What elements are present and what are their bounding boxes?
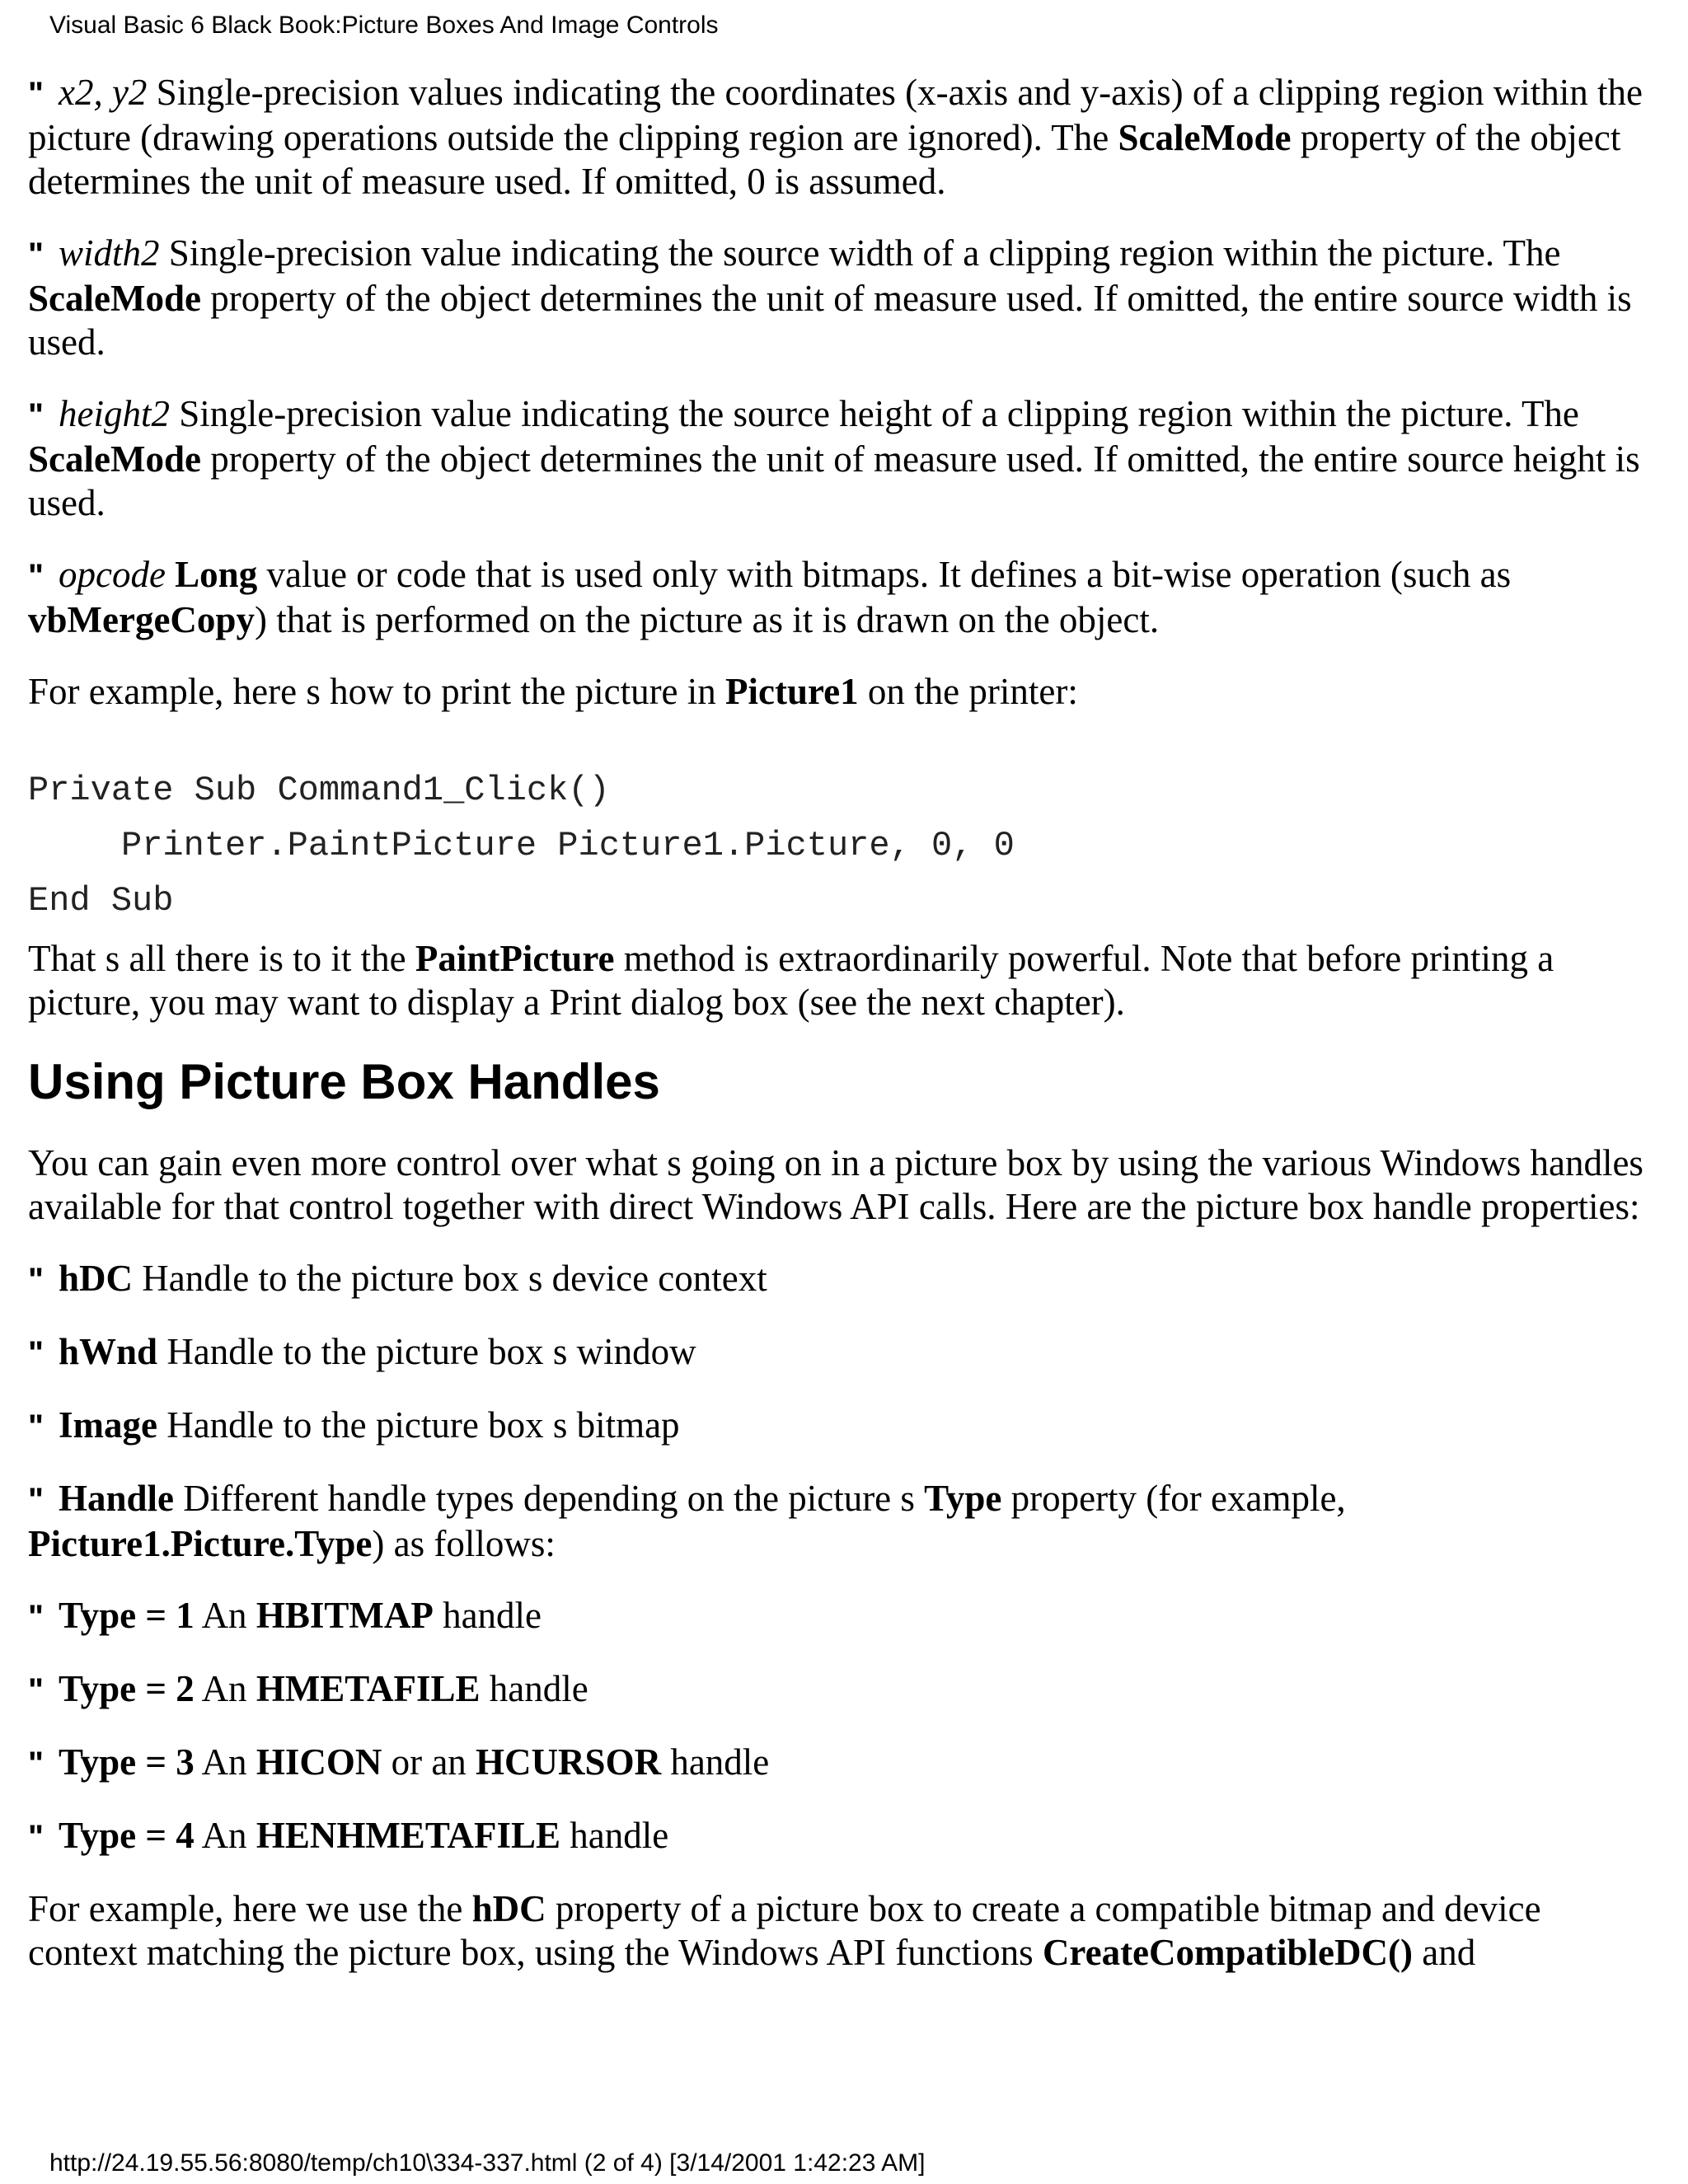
param-term: x2, y2 (58, 72, 148, 113)
type-2: " Type = 2 An HMETAFILE handle (28, 1668, 588, 1709)
param-opcode: " opcode Long value or code that is used only with bitmaps. It defines a bit-wise operation (such as vbMergeCopy) that is performed on the picture as it is drawn on the object. (28, 554, 1512, 640)
bullet-mark: " (28, 1746, 44, 1782)
handle-hwnd: " hWnd Handle to the picture box s window (28, 1331, 696, 1372)
bullet-mark: " (28, 1819, 44, 1855)
handle-hdc: " hDC Handle to the picture box s device context (28, 1258, 767, 1299)
code-line: End Sub (28, 881, 174, 921)
handle-handle: " Handle Different handle types depending on the picture s Type property (for example, Picture1.Picture.Type) as follows: (28, 1478, 1346, 1564)
code-block (28, 763, 1643, 929)
after-code-paragraph: That s all there is to it the PaintPicture method is extraordinarily powerful. Note that before printing a picture, you may want to display a Print dialog box (see the next chapter). (28, 938, 1554, 1023)
page-content (28, 71, 1643, 2003)
section-intro: You can gain even more control over what s going on in a picture box by using the various Windows handles available for that control together with direct Windows API calls. Here are the picture box handle properties: (28, 1142, 1643, 1227)
page-header: Visual Basic 6 Black Book:Picture Boxes And Image Controls (49, 12, 719, 39)
example-intro: For example, here s how to print the picture in Picture1 on the printer: (28, 671, 1078, 712)
bullet-mark: " (28, 1408, 44, 1445)
code-line: Private Sub Command1_Click() (28, 771, 610, 810)
param-term: height2 (58, 393, 170, 434)
bullet-mark: " (28, 558, 44, 594)
bullet-mark: " (28, 1482, 44, 1518)
code-line: Printer.PaintPicture Picture1.Picture, 0, 0 (121, 826, 1015, 865)
param-x2-y2: " x2, y2 Single-precision values indicating the coordinates (x-axis and y-axis) of a clipping region within the picture (drawing operations outside the clipping region are ignored). The ScaleMode property of the object determines the unit of measure used. If omitted, 0 is assumed. (28, 72, 1643, 202)
param-term: opcode (58, 554, 166, 595)
bullet-mark: " (28, 1262, 44, 1298)
bullet-mark: " (28, 1335, 44, 1371)
type-3: " Type = 3 An HICON or an HCURSOR handle (28, 1741, 770, 1783)
param-width2: " width2 Single-precision value indicating the source width of a clipping region within the picture. The ScaleMode property of the object determines the unit of measure used. If omitted, the entire source width is used. (28, 232, 1632, 363)
bullet-mark: " (28, 1672, 44, 1708)
page-footer: http://24.19.55.56:8080/temp/ch10\334-337.html (2 of 4) [3/14/2001 1:42:23 AM] (49, 2149, 926, 2177)
bullet-mark: " (28, 76, 44, 112)
handle-image: " Image Handle to the picture box s bitmap (28, 1404, 680, 1446)
type-1: " Type = 1 An HBITMAP handle (28, 1595, 542, 1636)
bullet-mark: " (28, 397, 44, 434)
param-term: width2 (58, 232, 160, 274)
bullet-mark: " (28, 1599, 44, 1635)
section-heading: Using Picture Box Handles (28, 1054, 660, 1109)
bullet-mark: " (28, 237, 44, 273)
type-4: " Type = 4 An HENHMETAFILE handle (28, 1815, 669, 1856)
closing-paragraph: For example, here we use the hDC property of a picture box to create a compatible bitmap and device context matching the picture box, using the Windows API functions CreateCompatibleDC() and (28, 1888, 1541, 1973)
param-height2: " height2 Single-precision value indicating the source height of a clipping region within the picture. The ScaleMode property of the object determines the unit of measure used. If omitted, the entire source height is used. (28, 393, 1640, 523)
